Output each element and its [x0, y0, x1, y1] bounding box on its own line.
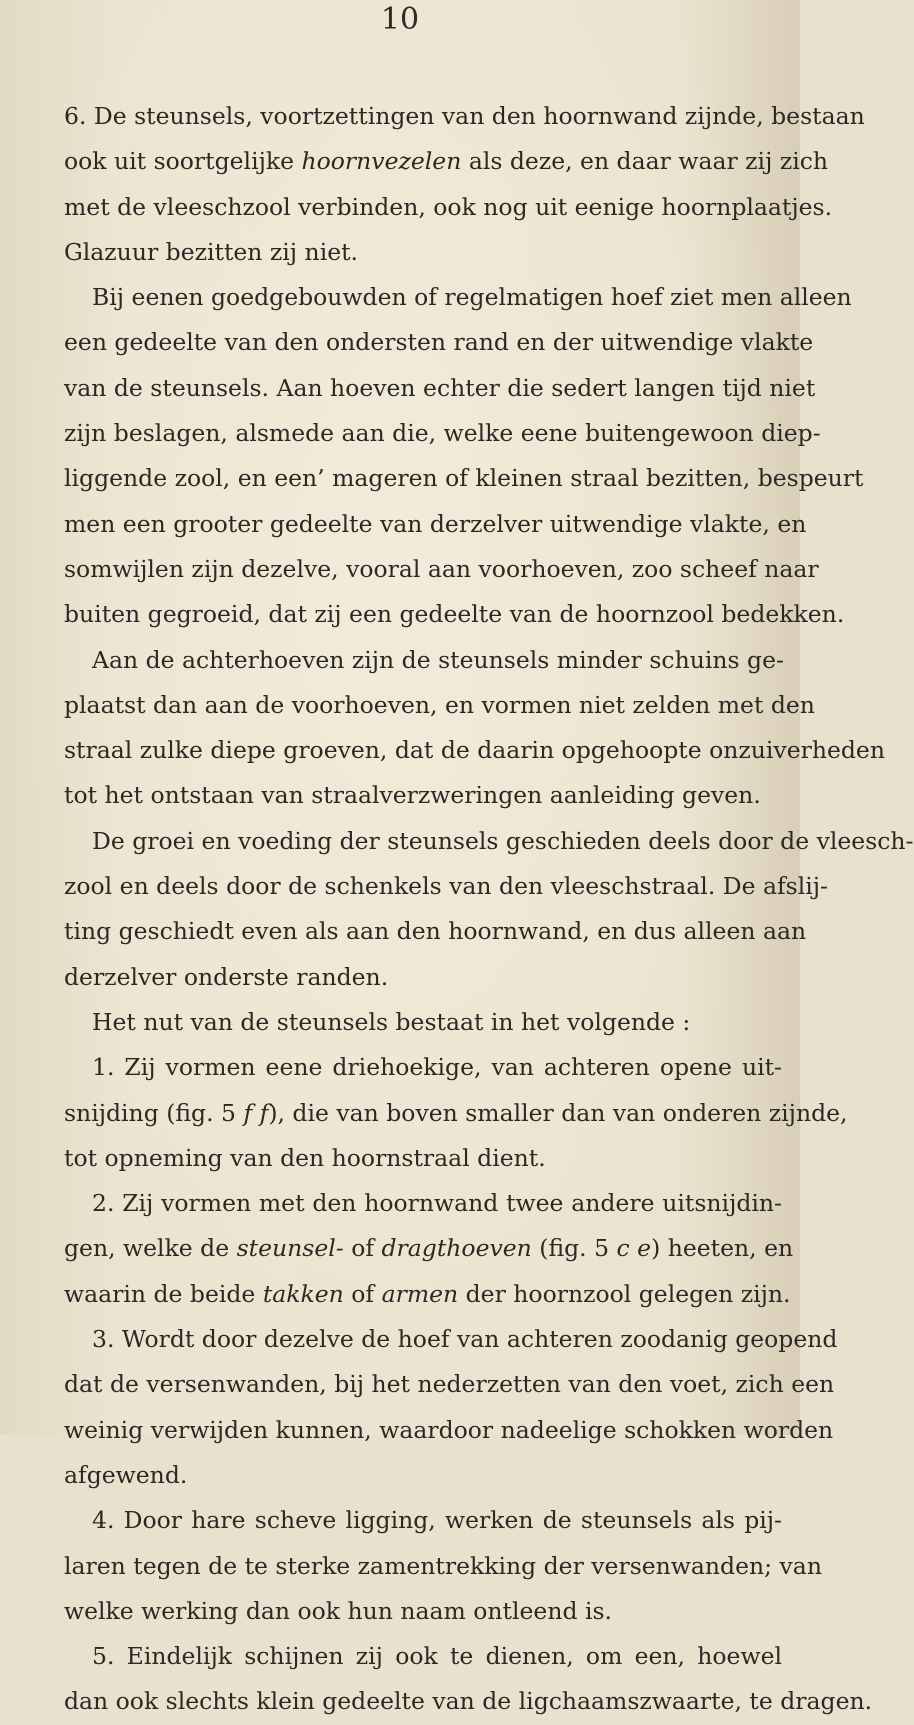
text-line — [64, 1498, 782, 1543]
text-run: gen, welke de — [64, 1234, 237, 1263]
text-run: of — [343, 1279, 382, 1308]
italic-term: takken — [262, 1279, 344, 1308]
text-run: of — [343, 1234, 382, 1263]
text-line — [64, 1091, 848, 1136]
text-run: 5. Eindelijk schijnen zij ook te dienen, om een, hoewel — [92, 1642, 782, 1671]
text-run: buiten gegroeid, dat zij een gedeelte van de hoornzool bedekken. — [64, 600, 845, 629]
text-run: Aan de achterhoeven zijn de steunsels minder schuins ge- — [92, 645, 784, 674]
text-run: somwijlen zijn dezelve, vooral aan voorhoeven, zoo scheef naar — [64, 554, 819, 583]
text-run: tot opneming van den hoornstraal dient. — [64, 1143, 546, 1172]
text-line — [64, 411, 821, 456]
text-run: 1. Zij vormen eene driehoekige, van achteren opene uit- — [92, 1053, 782, 1082]
text-line — [64, 1045, 782, 1090]
text-run: afgewend. — [64, 1460, 188, 1489]
text-run: ), die van boven smaller dan van onderen zijnde, — [268, 1098, 848, 1127]
text-line — [64, 864, 829, 909]
text-run: weinig verwijden kunnen, waardoor nadeelige schokken worden — [64, 1415, 834, 1444]
text-run: dan ook slechts klein gedeelte van de ligchaamszwaarte, te dragen. — [64, 1687, 873, 1716]
text-line — [64, 320, 814, 365]
text-run: met de vleeschzool verbinden, ook nog uit eenige hoornplaatjes. — [64, 192, 833, 221]
text-run: ) heeten, en — [651, 1234, 794, 1263]
text-run: Glazuur bezitten zij niet. — [64, 237, 359, 266]
text-run: als deze, en daar waar zij zich — [461, 147, 829, 176]
text-run: zijn beslagen, alsmede aan die, welke eene buitengewoon diep- — [64, 419, 821, 448]
text-line — [64, 185, 833, 230]
text-run: 3. Wordt door dezelve de hoef van achteren zoodanig geopend — [92, 1325, 838, 1354]
text-run: dat de versenwanden, bij het nederzetten van den voet, zich een — [64, 1370, 835, 1399]
text-run: van de steunsels. Aan hoeven echter die sedert langen tijd niet — [64, 373, 816, 402]
italic-term: f f — [243, 1098, 269, 1127]
text-line — [64, 1362, 835, 1407]
italic-term: armen — [381, 1279, 459, 1308]
text-body — [64, 94, 914, 1725]
text-run: 6. De steunsels, voortzettingen van den hoornwand zijnde, bestaan — [64, 102, 865, 130]
text-run: ting geschiedt even als aan den hoornwand, en dus alleen aan — [64, 917, 807, 946]
text-line — [64, 1181, 782, 1226]
text-run: 4. Door hare scheve ligging, werken de steunsels als pij- — [92, 1506, 782, 1535]
text-run: derzelver onderste randen. — [64, 962, 389, 991]
text-line — [64, 547, 819, 592]
text-line — [64, 1679, 873, 1724]
text-line — [64, 139, 829, 184]
text-run: plaatst dan aan de voorhoeven, en vormen niet zelden met den — [64, 690, 815, 719]
text-run: welke werking dan ook hun naam ontleend is. — [64, 1596, 613, 1625]
text-line — [64, 909, 807, 954]
text-line — [64, 1589, 782, 1634]
text-run: (fig. 5 — [531, 1234, 617, 1263]
text-run: straal zulke diepe groeven, dat de daarin opgehoopte onzuiverheden — [64, 736, 885, 765]
italic-term: c e — [616, 1234, 652, 1263]
text-line — [64, 819, 914, 864]
text-line — [64, 1226, 794, 1271]
text-line — [64, 1634, 782, 1679]
text-run: tot het ontstaan van straalverzweringen aanleiding geven. — [64, 781, 761, 810]
text-line — [64, 592, 845, 637]
text-run: laren tegen de te sterke zamentrekking der versenwanden; van — [64, 1551, 822, 1580]
text-run: der hoornzool gelegen zijn. — [458, 1279, 791, 1308]
page-number: 10 — [380, 2, 420, 37]
text-run: De groei en voeding der steunsels geschieden deels door de vleesch- — [92, 826, 914, 855]
text-line — [64, 1000, 782, 1045]
text-line — [64, 275, 852, 320]
text-run: zool en deels door de schenkels van den vleeschstraal. De afslij- — [64, 872, 829, 901]
text-line — [64, 1408, 834, 1453]
text-run: ook uit soortgelijke — [64, 147, 302, 176]
text-run: Het nut van de steunsels bestaat in het volgende : — [92, 1007, 691, 1036]
text-line — [64, 456, 864, 501]
italic-term: hoornvezelen — [301, 147, 462, 176]
text-run: een gedeelte van den ondersten rand en der uitwendige vlakte — [64, 328, 814, 357]
text-line — [64, 94, 865, 139]
text-run: waarin de beide — [64, 1279, 263, 1308]
text-line — [64, 955, 782, 1000]
text-line — [64, 1272, 791, 1317]
text-run: men een grooter gedeelte van derzelver uitwendige vlakte, en — [64, 509, 807, 538]
text-line — [64, 728, 885, 773]
text-line — [64, 1544, 822, 1589]
text-line — [64, 1136, 782, 1181]
text-line — [64, 773, 782, 818]
text-run: Bij eenen goedgebouwden of regelmatigen hoef ziet men alleen — [92, 283, 852, 312]
italic-term: steunsel- — [236, 1234, 344, 1263]
text-run: 2. Zij vormen met den hoornwand twee andere uitsnijdin- — [92, 1189, 782, 1218]
text-line — [64, 683, 815, 728]
text-line — [64, 366, 816, 411]
text-line — [64, 502, 807, 547]
text-line — [64, 230, 782, 275]
italic-term: dragthoeven — [381, 1234, 532, 1263]
text-run: liggende zool, en een’ mageren of kleinen straal bezitten, bespeurt — [64, 464, 864, 493]
text-line — [64, 1317, 838, 1362]
text-line — [64, 1453, 782, 1498]
text-line — [64, 638, 782, 683]
text-run: snijding (fig. 5 — [64, 1098, 244, 1127]
